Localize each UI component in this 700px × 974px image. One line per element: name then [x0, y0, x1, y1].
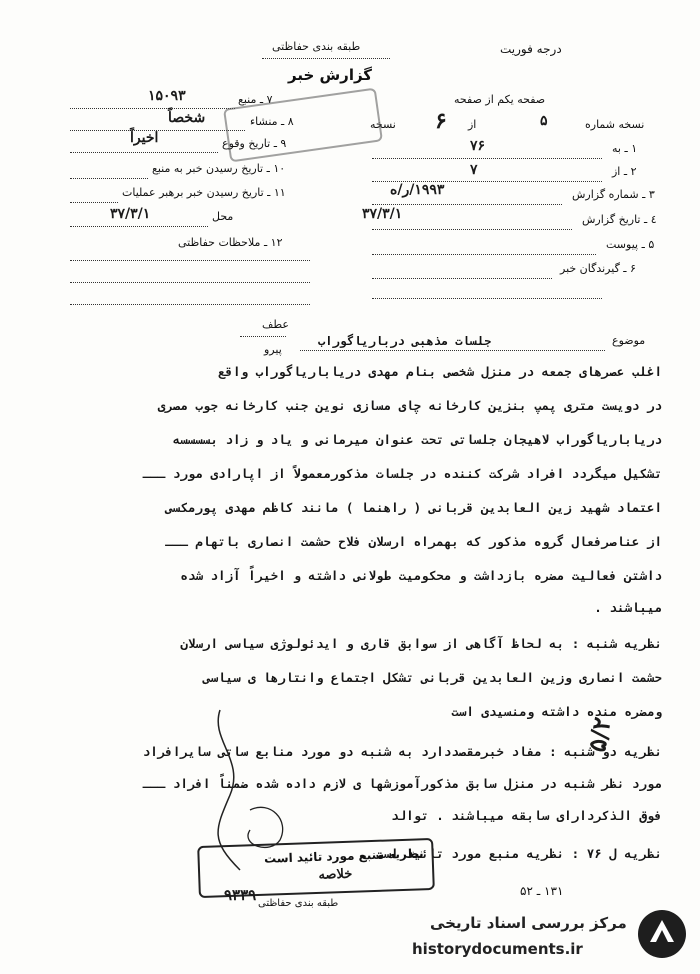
body-line-6: از عناصرفعال گروه مذکور که بهمراه ارسلان فلاح حشمت انصاری باتهام ـــ [165, 534, 662, 549]
copy-word-label: نسخه [370, 118, 396, 131]
opinion-line-6: فوق الذکردارای سابقه میباشند . توالد [391, 808, 662, 823]
attachment-dots [372, 254, 596, 255]
to-value: ۷۶ [470, 138, 486, 154]
report-date-value: ۳۷/۳/۱ [362, 206, 403, 222]
report-number-value: ۱۹۹۳/ر/ه [390, 182, 445, 198]
notes-dots-1 [70, 260, 310, 261]
classification-bottom: طبقه بندی حفاظتی [258, 898, 339, 909]
urgency-label: درجه فوریت [500, 42, 562, 56]
source-dots [70, 108, 235, 109]
to-dots [372, 158, 602, 159]
body-line-7: داشتن فعالیت مضره بازداشت و محکومیت طولانی داشته و اخیراً آزاد شده [180, 568, 662, 583]
attachment-label: ۵ ـ پیوست [606, 238, 655, 251]
page-of-label: صفحه یکم از صفحه [454, 93, 546, 106]
atf-label: عطف [262, 318, 289, 331]
copy-total-value: ۶ [435, 108, 447, 134]
receipt-date-label: ۱۰ ـ تاریخ رسیدن خبر به منبع [152, 162, 286, 175]
body-line-4: تشکیل میگردد افراد شرکت کننده در جلسات مذکورمعمولاً از اپارادی مورد ـــ [142, 466, 662, 481]
place-label: محل [212, 210, 234, 223]
event-date-value: اخیراً [130, 130, 159, 146]
opinion-line-2: حشمت انصاری وزین العابدین قربانی تشکل اجتماع وانتارها ی سیاسی [202, 670, 662, 685]
copy-number-label: نسخه شماره [585, 118, 645, 131]
classification-top: طبقه بندی حفاظتی [272, 40, 361, 53]
stamp-signature-text: خلاصه [318, 866, 353, 883]
body-line-3: دریاباریاگوراب لاهیجان جلساتی تحت عنوان میرمانی و یاد و زاد بسسسسه [172, 432, 662, 447]
receipt-date-dots [70, 178, 148, 179]
report-date-dots [372, 229, 572, 230]
opinion-line-4: نظریه دو شنبه : مفاد خبرمقصددارد به شنبه دو مورد منابع ساتی سایرافراد [142, 744, 662, 759]
margin-note: ۵/۲ [581, 714, 617, 755]
body-line-8: میباشند . [594, 600, 662, 615]
notes-dots-3 [70, 304, 310, 305]
opinion-line-1: نظریه شنبه : به لحاظ آگاهی از سوابق قاری و ایدئولوژی سیاسی ارسلان [180, 636, 662, 651]
recipients-dots-1 [372, 278, 552, 279]
place-value: ۳۷/۳/۱ [110, 206, 151, 222]
from-value: ۷ [470, 162, 478, 178]
origin-value: شخصاً [168, 110, 206, 126]
document-title: گزارش خبر [288, 66, 373, 84]
ops-date-label: ۱۱ ـ تاریخ رسیدن خبر برهبر عملیات [122, 186, 286, 199]
classification-underline [262, 58, 390, 59]
subject-value: جلسات مذهبی درباریاگوراب [318, 334, 492, 348]
body-line-1: اغلب عصرهای جمعه در منزل شخصی بنام مهدی دریاباریاگوراب واقع [217, 364, 662, 379]
security-notes-label: ۱۲ ـ ملاحظات حفاظتی [178, 236, 283, 249]
place-dots [70, 226, 208, 227]
origin-label: ۸ ـ منشاء [250, 115, 294, 128]
source-value: ۱۵۰۹۳ [148, 88, 186, 104]
copy-number-value: ۵ [540, 113, 548, 129]
event-date-label: ۹ ـ تاریخ وقوع [222, 137, 287, 150]
to-label: ۱ ـ به [612, 142, 638, 155]
atf-peyro-divider [240, 336, 286, 337]
event-date-dots [70, 152, 218, 153]
opinion-line-5: مورد نظر شنبه در منزل سابق مذکورآموزشها ی لازم داده شده ضمناً افراد ـــ [142, 776, 662, 791]
site-name: مرکز بررسی اسناد تاریخی [430, 914, 627, 932]
peyro-label: پیرو [264, 343, 282, 356]
subject-label: موضوع [612, 334, 646, 347]
form-number: ۱۳۱ ـ ۵۲ [520, 884, 564, 898]
report-number-dots [372, 204, 562, 205]
report-number-label: ۳ ـ شماره گزارش [572, 188, 655, 201]
opinion-line-7: نظریه ل ۷۶ : نظریه منبع مورد تائید است . [360, 846, 662, 861]
archive-logo-icon [636, 908, 688, 960]
ops-date-dots [70, 202, 118, 203]
body-line-2: در دویست متری پمپ بنزین کارخانه چای مسازی نوین جنب کارخانه جوب مصری [157, 398, 662, 413]
body-line-5: اعتماد شهید زین العابدین قربانی ( راهنما ) مانند کاظم مهدی پورمکسی [165, 500, 662, 515]
opinion-line-3: ومضره منده داشته ومنسیدی است [451, 704, 662, 719]
stamp-number: ۹۳۳۹ [224, 886, 257, 904]
recipients-dots-2 [372, 298, 602, 299]
from-label: ۲ ـ از [612, 165, 637, 178]
report-date-label: ٤ ـ تاریخ گزارش [582, 213, 657, 226]
notes-dots-2 [70, 282, 310, 283]
stamp-text: نظریه منبع مورد تائید است [263, 846, 424, 866]
recipients-label: ۶ ـ گیرندگان خبر [560, 262, 636, 275]
subject-dots [300, 350, 605, 351]
copy-of-label: از [468, 118, 477, 131]
source-label: ۷ ـ منبع [238, 93, 273, 106]
site-url: historydocuments.ir [412, 940, 583, 958]
